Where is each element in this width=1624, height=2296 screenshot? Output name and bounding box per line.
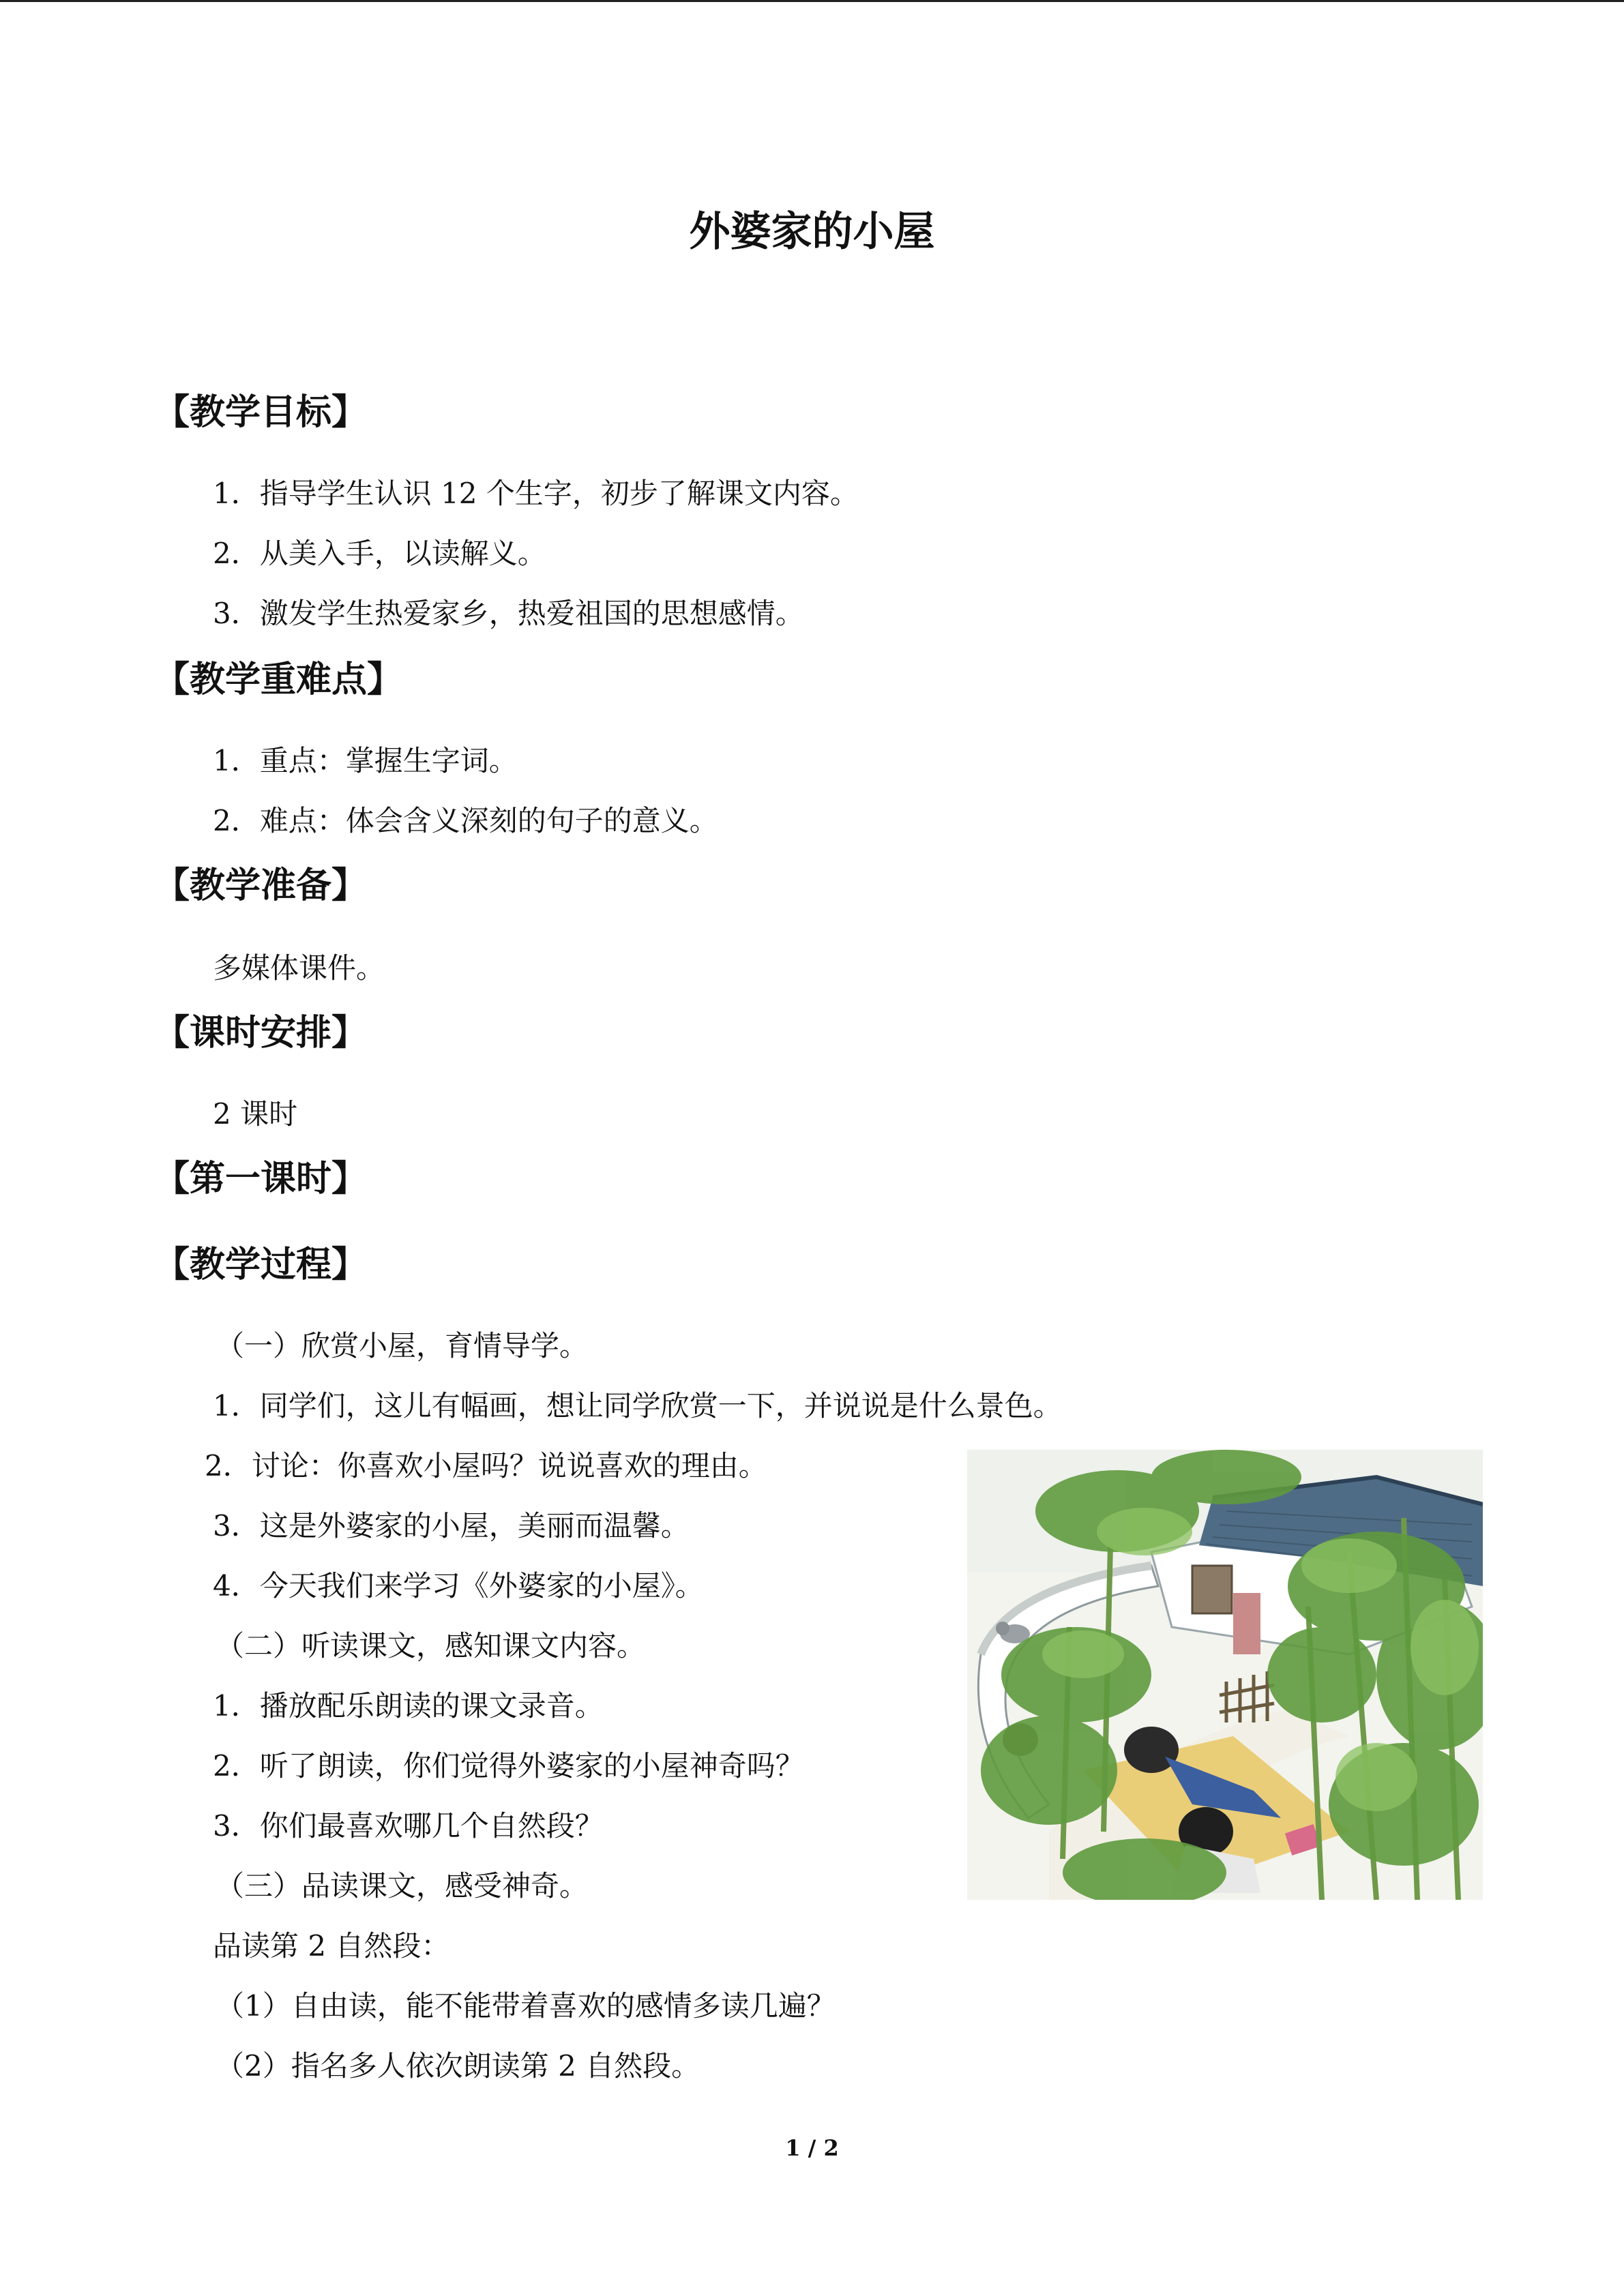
objective-item: 1．指导学生认识 12 个生字，初步了解课文内容。 <box>213 477 859 510</box>
process-line: 3．这是外婆家的小屋，美丽而温馨。 <box>213 1509 690 1542</box>
heading-schedule: 【课时安排】 <box>154 1013 368 1054</box>
heading-key-points: 【教学重难点】 <box>154 659 403 700</box>
page-number: 1 / 2 <box>785 2135 839 2161</box>
process-line: （二）听读课文，感知课文内容。 <box>216 1629 646 1663</box>
process-line: 2．讨论：你喜欢小屋吗？说说喜欢的理由。 <box>205 1449 767 1482</box>
process-line: 2．听了朗读，你们觉得外婆家的小屋神奇吗？ <box>213 1749 804 1783</box>
process-line: （1）自由读，能不能带着喜欢的感情多读几遍？ <box>216 1989 836 2023</box>
page-title: 外婆家的小屋 <box>689 208 935 256</box>
house-window <box>1192 1566 1232 1613</box>
objective-item: 2．从美入手，以读解义。 <box>213 537 546 570</box>
process-line: 品读第 2 自然段： <box>213 1929 450 1963</box>
heading-process: 【教学过程】 <box>154 1244 368 1285</box>
top-border <box>0 0 1624 2</box>
process-line: （2）指名多人依次朗读第 2 自然段。 <box>216 2049 700 2083</box>
process-line: 3．你们最喜欢哪几个自然段？ <box>213 1809 604 1843</box>
heading-lesson-one: 【第一课时】 <box>154 1159 368 1199</box>
process-line: （一）欣赏小屋，育情导学。 <box>216 1329 589 1362</box>
process-line: （三）品读课文，感受神奇。 <box>216 1869 589 1903</box>
objective-item: 3．激发学生热爱家乡，热爱祖国的思想感情。 <box>213 597 804 630</box>
key-point-item: 2．难点：体会含义深刻的句子的意义。 <box>213 804 718 837</box>
preparation-text: 多媒体课件。 <box>213 951 385 985</box>
heading-preparation: 【教学准备】 <box>154 865 368 906</box>
process-line: 1．播放配乐朗读的课文录音。 <box>213 1689 604 1723</box>
heading-objectives: 【教学目标】 <box>154 392 368 433</box>
process-line: 1．同学们，这儿有幅画，想让同学欣赏一下，并说说是什么景色。 <box>213 1389 1062 1422</box>
schedule-text: 2 课时 <box>213 1097 298 1131</box>
process-line: 4．今天我们来学习《外婆家的小屋》。 <box>213 1569 704 1602</box>
key-point-item: 1．重点：掌握生字词。 <box>213 744 518 777</box>
house-illustration <box>967 1450 1483 1900</box>
hanging-cloth <box>1233 1593 1260 1654</box>
